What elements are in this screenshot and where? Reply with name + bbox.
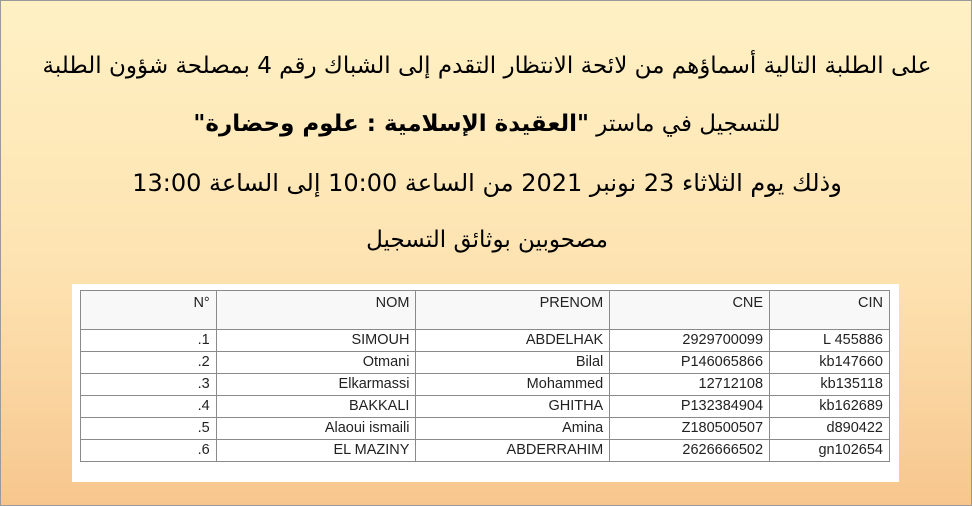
announcement-line-3: وذلك يوم الثلاثاء 23 نونبر 2021 من الساعة 10:00 إلى الساعة 13:00 [132,169,842,197]
cell-prenom: Bilal [416,352,610,374]
students-table [80,290,890,462]
header-number: N° [81,291,217,330]
master-program-title: "العقيدة الإسلامية : علوم وحضارة" [193,111,589,137]
cell-nom: Otmani [216,352,416,374]
cell-number: .4 [81,396,217,418]
cell-prenom: ABDERRAHIM [416,440,610,462]
header-cne: CNE [610,291,770,330]
announcement-line-4: مصحوبين بوثائق التسجيل [366,227,608,253]
announcement-line-1: على الطلبة التالية أسماؤهم من لائحة الانتظار التقدم إلى الشباك رقم 4 بمصلحة شؤون الطلبة [42,53,932,79]
cell-prenom: ABDELHAK [416,330,610,352]
cell-cne: 2626666502 [610,440,770,462]
cell-nom: EL MAZINY [216,440,416,462]
table-row [81,352,890,374]
cell-number: .1 [81,330,217,352]
cell-cne: Z180500507 [610,418,770,440]
cell-prenom: GHITHA [416,396,610,418]
header-prenom: PRENOM [416,291,610,330]
cell-prenom: Mohammed [416,374,610,396]
cell-cne: P146065866 [610,352,770,374]
cell-number: .5 [81,418,217,440]
cell-nom: BAKKALI [216,396,416,418]
announcement-line-2-prefix: للتسجيل في ماستر [588,111,781,137]
cell-cin: L 455886 [770,330,890,352]
header-nom: NOM [216,291,416,330]
cell-nom: Elkarmassi [216,374,416,396]
students-table-container [72,284,899,482]
cell-nom: SIMOUH [216,330,416,352]
cell-cin: kb147660 [770,352,890,374]
cell-number: .6 [81,440,217,462]
table-header-row [81,291,890,330]
header-cin: CIN [770,291,890,330]
table-row [81,418,890,440]
announcement-line-2 [1,111,972,137]
cell-cin: kb135118 [770,374,890,396]
table-row [81,396,890,418]
cell-cin: gn102654 [770,440,890,462]
cell-number: .3 [81,374,217,396]
cell-prenom: Amina [416,418,610,440]
table-row [81,330,890,352]
cell-cin: kb162689 [770,396,890,418]
table-row [81,440,890,462]
cell-number: .2 [81,352,217,374]
cell-cne: 2929700099 [610,330,770,352]
table-row [81,374,890,396]
cell-cne: 12712108 [610,374,770,396]
cell-nom: Alaoui ismaili [216,418,416,440]
cell-cin: d890422 [770,418,890,440]
cell-cne: P132384904 [610,396,770,418]
